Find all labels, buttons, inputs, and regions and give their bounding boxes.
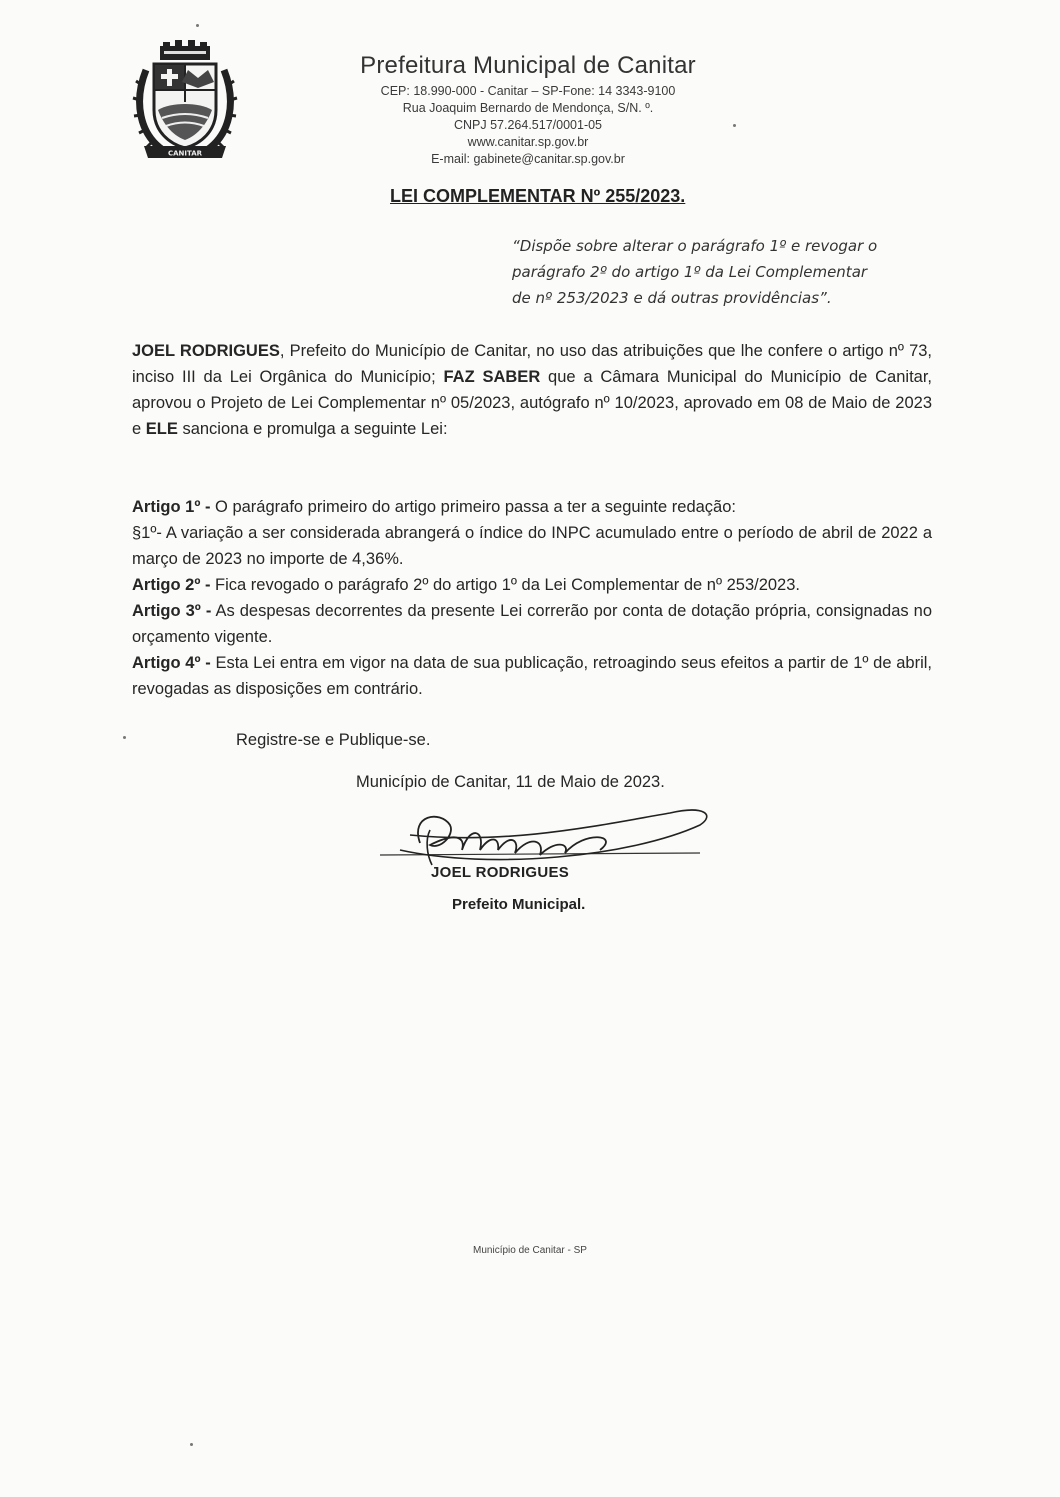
article-2 — [132, 572, 932, 598]
ementa — [512, 233, 932, 311]
article-3 — [132, 598, 932, 650]
municipal-crest-logo — [130, 40, 240, 165]
signatory-name: JOEL RODRIGUES — [431, 864, 570, 881]
article-text: Fica revogado o parágrafo 2º do artigo 1º da Lei Complementar de nº 253/2023. — [210, 576, 800, 594]
preamble-text: , Prefeito do Município de Canitar, no uso das atribuições que lhe confere o artigo nº 73, inciso III da Lei Orgânica do Município; — [132, 342, 932, 386]
crest-ribbon-text: CANITAR — [167, 149, 203, 158]
preamble-text: sanciona e promulga a seguinte Lei: — [177, 420, 448, 438]
signatory-role: Prefeito Municipal. — [452, 896, 586, 913]
article-1 — [132, 494, 932, 520]
article-text: Esta Lei entra em vigor na data de sua publicação, retroagindo seus efeitos a partir de 1º de abril, revogadas as disposições em contrário. — [132, 654, 932, 698]
law-title: LEI COMPLEMENTAR Nº 255/2023. — [390, 186, 686, 206]
letterhead — [318, 52, 738, 168]
letterhead-address-street: Rua Joaquim Bernardo de Mendonça, S/N. º. — [402, 101, 654, 115]
letterhead-title: Prefeitura Municipal de Canitar — [360, 52, 696, 79]
article-label: Artigo 1º - — [132, 498, 211, 516]
letterhead-cnpj: CNPJ 57.264.517/0001-05 — [453, 118, 603, 132]
scan-speck — [196, 24, 199, 27]
faz-saber-text: FAZ SABER — [443, 368, 541, 386]
article-label: Artigo 3º - — [132, 602, 212, 620]
page-footer: Município de Canitar - SP — [473, 1245, 587, 1256]
scan-speck — [190, 1443, 193, 1446]
closing-text: Registre-se e Publique-se. — [236, 731, 431, 749]
ementa-line: parágrafo 2º do artigo 1º da Lei Complementar — [512, 263, 868, 281]
ementa-line: “Dispõe sobre alterar o parágrafo 1º e revogar o — [512, 237, 878, 255]
ele-text: ELE — [145, 420, 178, 438]
scan-speck — [733, 124, 736, 127]
preamble-text: que a Câmara Municipal do Município de Canitar, aprovou o Projeto de Lei Complementar nº 05/2023, autógrafo nº 10/2023, aprovado em 08 de Maio de 2023 e — [132, 368, 932, 438]
article-label: Artigo 2º - — [132, 576, 211, 594]
letterhead-email: E-mail: gabinete@canitar.sp.gov.br — [431, 152, 625, 166]
letterhead-website: www.canitar.sp.gov.br — [467, 135, 589, 149]
date-line: Município de Canitar, 11 de Maio de 2023. — [356, 773, 665, 791]
handwritten-signature — [370, 795, 720, 870]
scan-speck — [123, 736, 126, 739]
articles-section — [132, 494, 932, 702]
article-text: §1º- A variação a ser considerada abrangerá o índice do INPC acumulado entre o período de abril de 2022 a março de 2023 no importe de 4,36%. — [132, 524, 932, 568]
article-text: O parágrafo primeiro do artigo primeiro passa a ter a seguinte redação: — [210, 498, 736, 516]
article-4 — [132, 650, 932, 702]
preamble-paragraph — [132, 338, 932, 442]
article-label: Artigo 4º - — [132, 654, 211, 672]
ementa-line: de nº 253/2023 e dá outras providências”. — [512, 289, 832, 307]
article-1-paragraph-1 — [132, 520, 932, 572]
mayor-name: JOEL RODRIGUES — [132, 342, 280, 360]
article-text: As despesas decorrentes da presente Lei correrão por conta de dotação própria, consignadas no orçamento vigente. — [132, 602, 932, 646]
letterhead-address-cep: CEP: 18.990-000 - Canitar – SP-Fone: 14 3343-9100 — [380, 84, 676, 98]
